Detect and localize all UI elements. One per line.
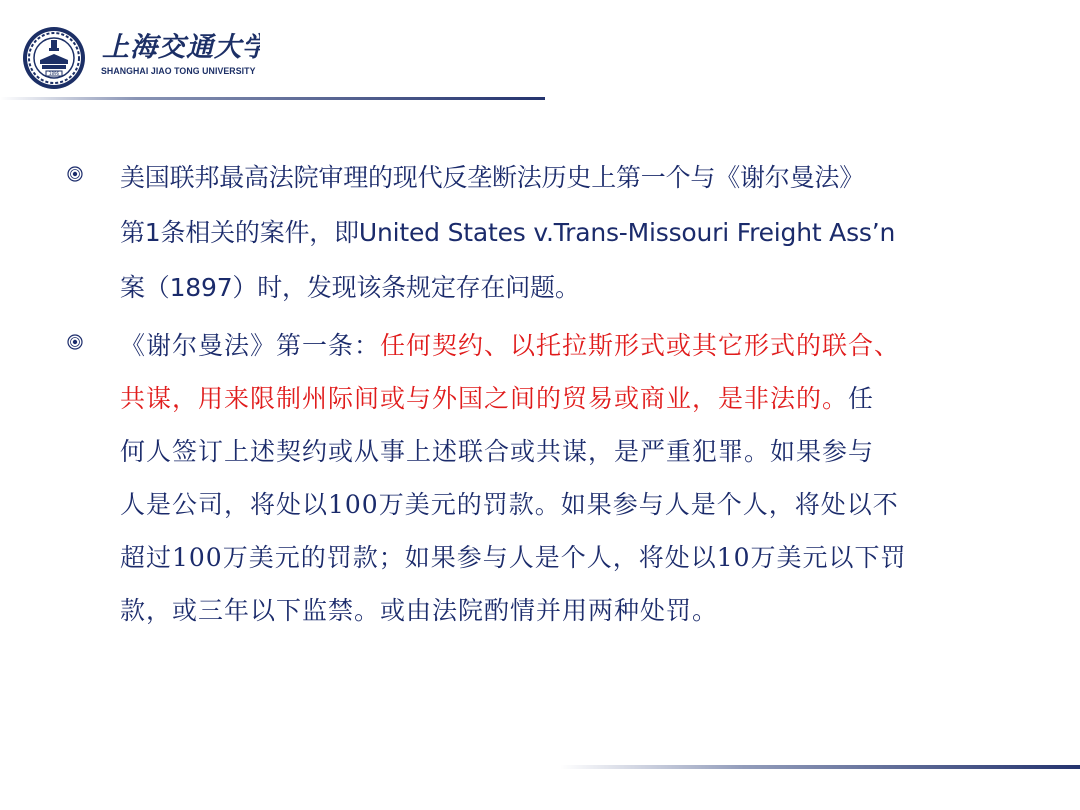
seal-year: 1896 bbox=[48, 71, 60, 76]
paragraph-case-intro bbox=[120, 150, 1020, 315]
university-seal-icon bbox=[22, 26, 86, 90]
logo-script-text: 上海交通大学 bbox=[102, 32, 260, 63]
logo-calligraphy bbox=[100, 26, 260, 66]
circle-bullet-icon bbox=[66, 333, 84, 351]
quote-red-text: 共谋，用来限制州际间或与外国之间的贸易或商业，是非法的。 bbox=[120, 384, 849, 413]
text-line: 何人签订上述契约或从事上述联合或共谋，是严重犯罪。如果参与 bbox=[120, 437, 875, 466]
text-line: 案（1897）时，发现该条规定存在问题。 bbox=[120, 273, 580, 302]
text-line: 美国联邦最高法院审理的现代反垄断法历史上第一个与《谢尔曼法》 bbox=[120, 163, 865, 192]
quote-prefix: 《谢尔曼法》第一条： bbox=[120, 331, 381, 360]
paragraph-sherman-act-quote bbox=[120, 319, 1020, 637]
circle-bullet-icon bbox=[66, 165, 84, 183]
footer-divider bbox=[560, 765, 1080, 769]
text-line: 款，或三年以下监禁。或由法院酌情并用两种处罚。 bbox=[120, 596, 719, 625]
text-line: 超过100万美元的罚款；如果参与人是个人，将处以10万美元以下罚 bbox=[120, 543, 907, 572]
text-line bbox=[120, 319, 1020, 372]
quote-text: 任 bbox=[848, 384, 875, 413]
text-line bbox=[120, 372, 1020, 425]
text-line: 人是公司，将处以100万美元的罚款。如果参与人是个人，将处以不 bbox=[120, 490, 899, 519]
quote-red-text: 任何契约、以托拉斯形式或其它形式的联合、 bbox=[380, 331, 901, 360]
logo-english-name: SHANGHAI JIAO TONG UNIVERSITY bbox=[101, 66, 256, 77]
header-divider bbox=[0, 97, 545, 100]
text-line: 第1条相关的案件，即United States v.Trans-Missouri Freight Ass’n bbox=[120, 218, 896, 247]
